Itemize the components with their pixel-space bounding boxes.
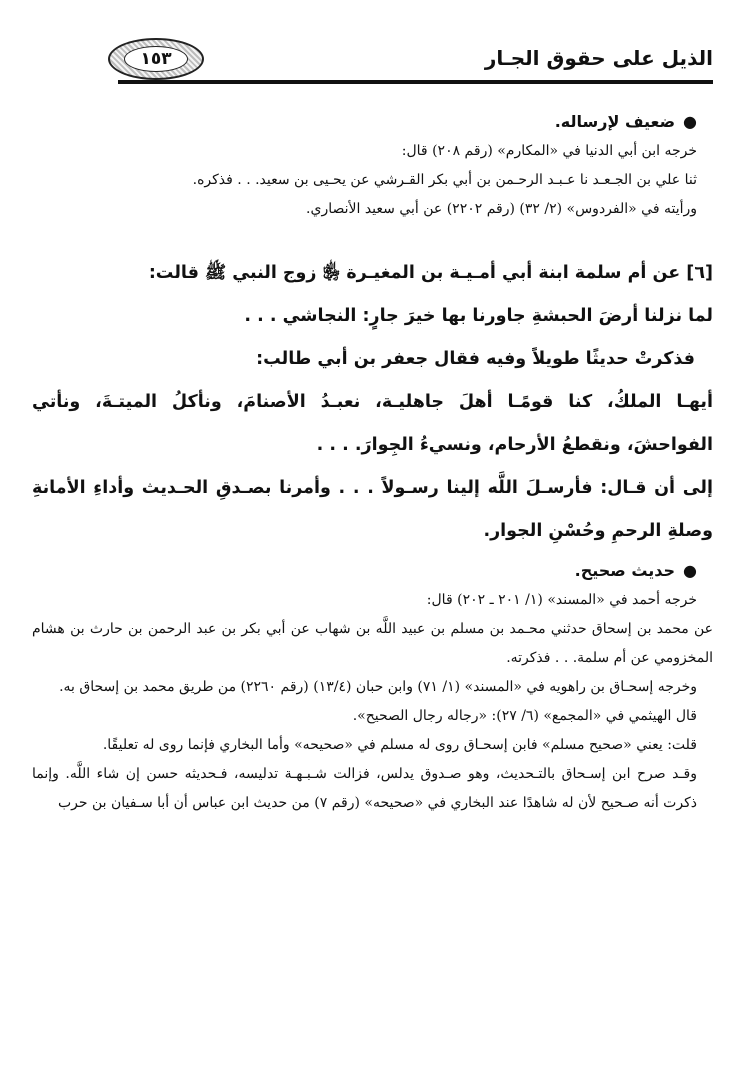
text-line: خرجه أحمد في «المسند» (١/ ٢٠١ ـ ٢٠٢) قال: (426, 592, 697, 608)
section1-text (32, 137, 713, 224)
text-line: ورأيته في «الفردوس» (٢/ ٣٢) (رقم ٢٢٠٢) عن أبي سعيد الأنصاري. (306, 201, 697, 217)
hadith-line: فذكرتْ حديثًا طويلاً وفيه فقال جعفر بن أبي طالب: (256, 349, 695, 369)
text-line: وخرجه إسحـاق بن راهويه في «المسند» (١/ ٧١) وابن حبان (١٣/٤) (رقم ٢٢٦٠) من طريق محمد بن إسحاق به. (59, 679, 697, 695)
text-line: وقـد صرح ابن إسـحاق بالتـحديث، وهو صـدوق يدلس، فزالت شـبـهـة تدليسه، فـحديثه حسن إن شاء اللَّه. وإنما ذكرت أنه صـحيح لأن له شاهدًا عند البخاري في «صحيحه» (رقم ٧) من حديث ابن عباس أن أبا سـفيان بن حرب (32, 766, 697, 811)
running-title: الذيل على حقوق الجـار (484, 46, 713, 70)
bullet-icon: ● (683, 112, 697, 131)
header-rule (118, 80, 713, 84)
text-line: قلت: يعني «صحيح مسلم» فابن إسحـاق روى له مسلم في «صحيحه» وأما البخاري فإنما روى له تعليقًا. (102, 737, 697, 753)
hadith-line: [٦] عن أم سلمة ابنة أبي أمـيـة بن المغيـرة ﵂ زوج النبي ﷺ قالت: (148, 263, 713, 283)
hadith-line: لما نزلنا أرضَ الحبشةِ جاورنا بها خيرَ جارٍ: النجاشي . . . (244, 306, 713, 326)
hadith-line: أيهـا الملكُ، كنا قومًـا أهلَ جاهليـة، نعبـدُ الأصنامَ، ونأكلُ الميتـةَ، ونأتي الفواحشَ، ونقطعُ الأرحام، ونسيءُ الجِوارَ. . . . (32, 392, 713, 455)
hadith-text (32, 252, 713, 553)
hadith-line: إلى أن قـال: فأرسـلَ اللَّه إلينا رسـولاً . . . وأمرنا بصـدقِ الحـديث وأداءِ الأمانةِ وصلةِ الرحمِ وحُسْنِ الجوار. (32, 478, 713, 541)
text-line: قال الهيثمي في «المجمع» (٦/ ٢٧): «رجاله رجال الصحيح». (352, 708, 697, 724)
section2-text (32, 586, 713, 818)
text-line: ثنا علي بن الجـعـد نا عـبـد الرحـمن بن أبي بكر القـرشي عن يحـيى بن سعيد. . . فذكره. (192, 172, 697, 188)
page-header (118, 40, 713, 84)
text-line: خرجه ابن أبي الدنيا في «المكارم» (رقم ٢٠٨) قال: (401, 143, 697, 159)
page-body (32, 112, 713, 818)
section2-heading: ●حديث صحيح. (574, 561, 697, 580)
page-number-badge (108, 38, 204, 80)
page-number: ١٥٣ (124, 46, 188, 72)
text-line: عن محمد بن إسحاق حدثني محـمد بن مسلم بن عبيد اللَّه بن شهاب عن أبي بكر بن عبد الرحمن بن حارث بن هشام المخزومي عن أم سلمة. . . فذكرته. (32, 621, 713, 666)
bullet-icon: ● (683, 561, 697, 580)
section1-heading: ●ضعيف لإرساله. (554, 112, 697, 131)
